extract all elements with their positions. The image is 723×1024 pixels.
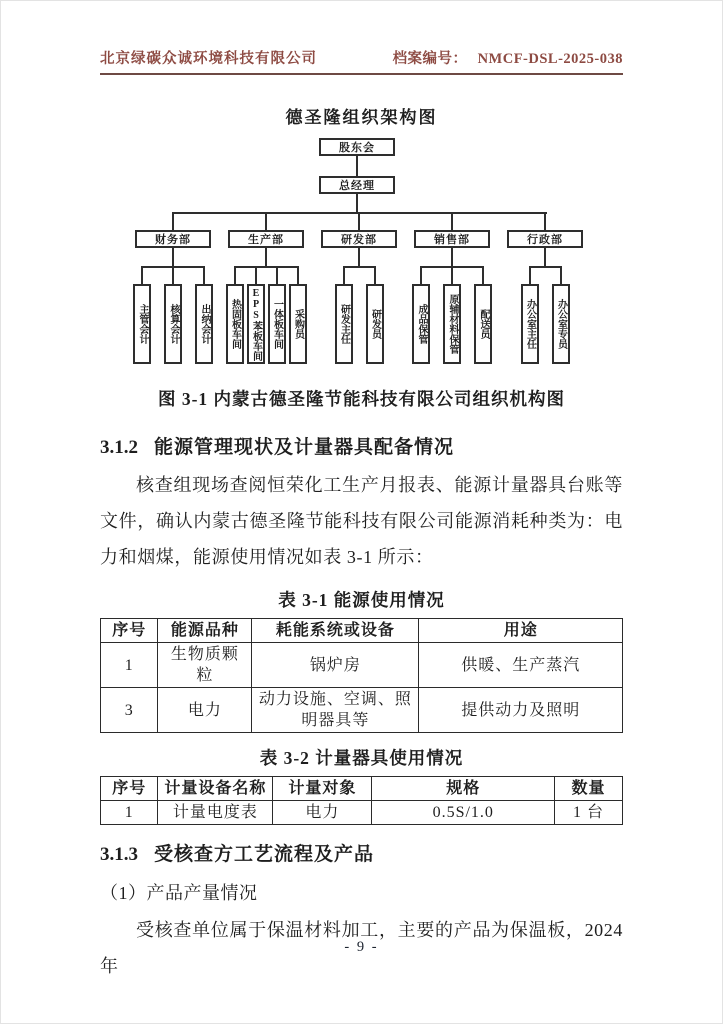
connector-line [343,266,345,285]
org-box-role [412,284,430,364]
org-box-root [319,138,395,156]
connector-line [276,266,278,285]
connector-line [255,266,257,285]
org-box-role-label: 一体板车间 [271,299,283,349]
table-header-row [101,619,623,643]
header-rule [100,73,623,75]
org-box-manager-label: 总经理 [339,180,375,192]
org-box-dept [228,230,304,248]
org-box-role-label: 主管会计 [137,304,148,344]
connector-line [141,266,143,285]
archive-label: 档案编号： [392,51,468,67]
connector-line [172,212,174,232]
org-box-dept [135,230,211,248]
table-energy-use [100,618,623,733]
section-title: 受核查方工艺流程及产品 [154,844,375,865]
org-box-dept-label: 销售部 [434,234,470,246]
section-heading-313 [100,839,623,866]
section-title: 能源管理现状及计量器具配备情况 [154,437,455,458]
connector-line [451,212,453,232]
org-box-manager [319,176,395,194]
org-box-role [164,284,182,364]
connector-line [172,248,174,267]
connector-line [420,266,422,285]
cell: 电力 [273,801,372,825]
connector-line [343,266,376,268]
table-row [101,643,623,688]
connector-line [172,266,174,285]
org-box-role [474,284,492,364]
org-box-role [247,284,265,364]
org-box-role-label: EPS苯板车间 [250,287,262,361]
subsection-heading: （1）产品产量情况 [100,883,258,903]
connector-line [234,266,299,268]
org-box-role [268,284,286,364]
table-header-row [101,777,623,801]
cell: 电力 [158,688,252,733]
col-header: 能源品种 [158,619,252,643]
col-header: 序号 [101,619,158,643]
table31-title: 表 3-1 能源使用情况 [278,590,445,610]
col-header: 序号 [101,777,158,801]
org-box-role [195,284,213,364]
org-box-dept [321,230,397,248]
cell: 锅炉房 [252,643,419,688]
connector-line [297,266,299,285]
org-box-role-label: 配送员 [478,309,489,339]
org-box-role [289,284,307,364]
cell: 0.5S/1.0 [372,801,555,825]
org-box-root-label: 股东会 [339,142,375,154]
section-number: 3.1.2 [100,437,138,458]
org-box-dept [414,230,490,248]
connector-line [356,156,358,176]
col-header: 计量设备名称 [158,777,273,801]
org-box-role [521,284,539,364]
connector-line [451,248,453,267]
cell: 3 [101,688,158,733]
col-header: 计量对象 [273,777,372,801]
connector-line [544,248,546,267]
connector-line [482,266,484,285]
orgchart-title: 德圣隆组织架构图 [285,108,438,127]
org-box-dept [507,230,583,248]
cell: 提供动力及照明 [419,688,623,733]
connector-line [356,194,358,214]
org-box-role-label: 办公室主任 [524,299,536,349]
connector-line [560,266,562,285]
col-header: 规格 [372,777,555,801]
org-box-dept-label: 财务部 [155,234,191,246]
connector-line [358,248,360,267]
company-name: 北京绿碳众诚环境科技有限公司 [100,51,317,67]
table32-title: 表 3-2 计量器具使用情况 [259,748,464,768]
cell: 1 [101,643,158,688]
org-box-role [133,284,151,364]
table-row [101,688,623,733]
connector-line [529,266,531,285]
paragraph-energy-overview: 核查组现场查阅恒荣化工生产月报表、能源计量器具台账等文件，确认内蒙古德圣隆节能科技有限公司能源消耗种类为：电力和烟煤，能源使用情况如表 3-1 所示： [100,475,623,567]
org-box-role-label: 原辅材料保管 [447,294,458,354]
table-metering-devices [100,776,623,825]
col-header: 用途 [419,619,623,643]
org-box-role-label: 出纳会计 [199,304,210,344]
connector-line [265,212,267,232]
cell: 1 台 [555,801,623,825]
section-number: 3.1.3 [100,844,138,865]
cell: 1 [101,801,158,825]
page-header [100,47,623,68]
org-box-dept-label: 生产部 [248,234,284,246]
connector-line [173,212,547,214]
connector-line [451,266,453,285]
org-box-role-label: 成品保管 [416,304,427,344]
cell: 供暖、生产蒸汽 [419,643,623,688]
org-box-role-label: 热固板车间 [229,299,241,349]
archive-value: NMCF-DSL-2025-038 [477,51,623,67]
org-box-role [226,284,244,364]
connector-line [234,266,236,285]
col-header: 数量 [555,777,623,801]
org-box-dept-label: 研发部 [341,234,377,246]
archive-number [393,47,623,68]
connector-line [374,266,376,285]
connector-line [265,248,267,267]
cell: 生物质颗粒 [158,643,252,688]
connector-line [544,212,546,232]
org-box-role [552,284,570,364]
page-number: - 9 - [344,939,379,955]
org-box-role-label: 研发员 [369,309,381,339]
org-box-role-label: 研发主任 [338,304,350,344]
org-box-role [366,284,384,364]
col-header: 耗能系统或设备 [252,619,419,643]
paragraph-product-output: 受核查单位属于保温材料加工，主要的产品为保温板，2024 年 [100,920,623,976]
org-box-role [443,284,461,364]
org-box-role [335,284,353,364]
org-box-role-label: 办公室专员 [555,299,567,349]
org-box-role-label: 采购员 [292,309,304,339]
orgchart-diagram [100,134,625,374]
figure-caption: 图 3-1 内蒙古德圣隆节能科技有限公司组织机构图 [157,389,566,409]
org-box-dept-label: 行政部 [527,234,563,246]
table-row [101,801,623,825]
connector-line [529,266,562,268]
cell: 计量电度表 [158,801,273,825]
section-heading-312 [100,432,623,459]
cell: 动力设施、空调、照明器具等 [252,688,419,733]
connector-line [358,212,360,232]
org-box-role-label: 核算会计 [168,304,179,344]
connector-line [203,266,205,285]
